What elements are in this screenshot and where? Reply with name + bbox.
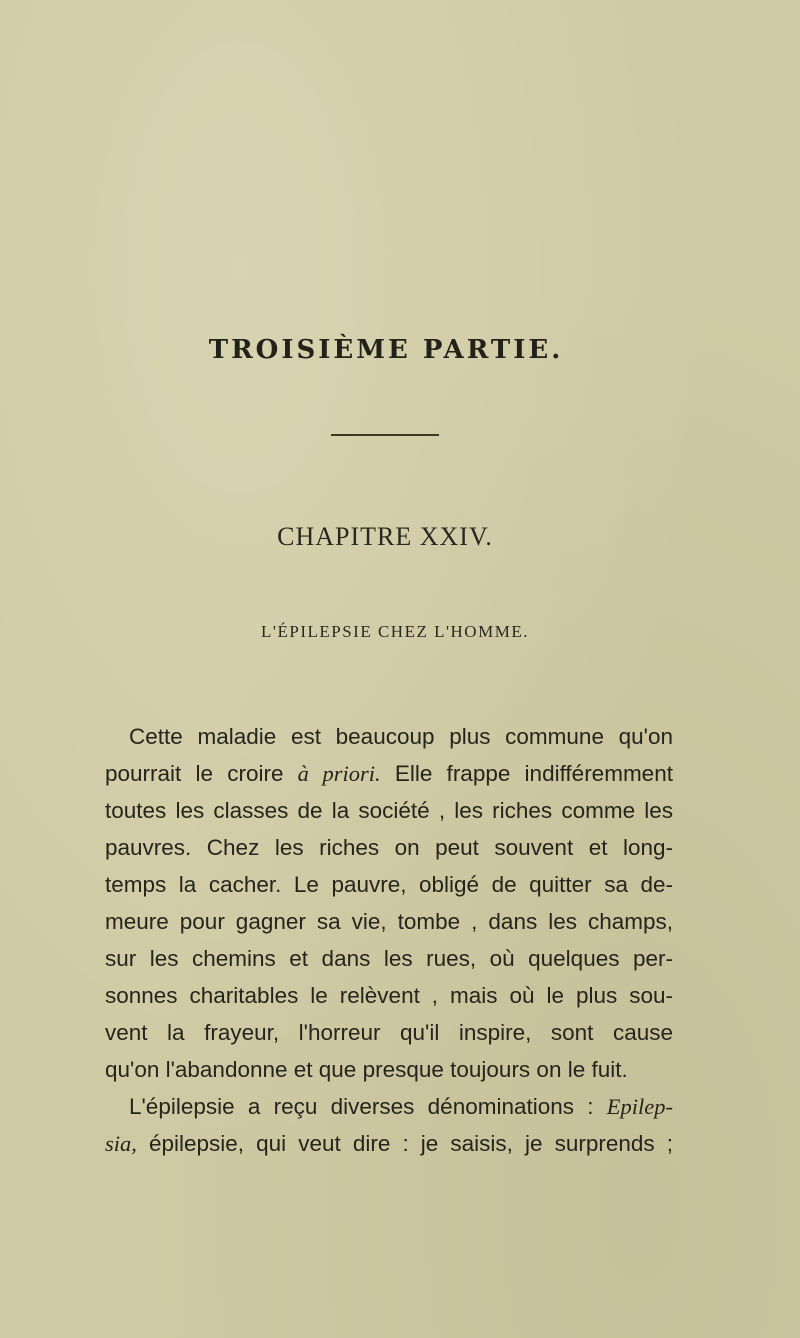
text-line: temps la cacher. Le pauvre, obligé de quitter sa de-	[105, 872, 673, 897]
text-line: qu'on l'abandonne et que presque toujours on le fuit.	[105, 1057, 628, 1082]
italic-phrase: sia,	[105, 1131, 137, 1156]
text-segment: pourrait le croire	[105, 761, 284, 786]
chapter-title: CHAPITRE XXIV.	[277, 522, 493, 551]
text-line: sonnes charitables le relèvent , mais où le plus sou-	[105, 983, 673, 1008]
text-line: Cette maladie est beaucoup plus commune qu'on	[129, 724, 673, 749]
text-line	[105, 759, 673, 796]
text-line: toutes les classes de la société , les riches comme les	[105, 798, 673, 823]
body-paragraphs	[105, 722, 673, 1166]
text-line: pauvres. Chez les riches on peut souvent et long-	[105, 835, 673, 860]
chapter-subtitle: L'ÉPILEPSIE CHEZ L'HOMME.	[261, 622, 529, 641]
italic-phrase: à priori.	[297, 761, 381, 786]
section-divider	[331, 434, 439, 436]
text-line: vent la frayeur, l'horreur qu'il inspire, sont cause	[105, 1020, 673, 1045]
italic-phrase: Epilep-	[606, 1094, 673, 1119]
text-segment: L'épilepsie a reçu diverses dénominations :	[129, 1094, 594, 1119]
text-line: meure pour gagner sa vie, tombe , dans les champs,	[105, 909, 673, 934]
text-line	[105, 1092, 673, 1129]
text-segment: Elle frappe indifféremment	[394, 761, 673, 786]
text-line	[105, 1129, 673, 1166]
text-line: sur les chemins et dans les rues, où quelques per-	[105, 946, 673, 971]
text-segment: épilepsie, qui veut dire : je saisis, je surprends ;	[148, 1131, 673, 1156]
part-title: TROISIÈME PARTIE.	[208, 335, 564, 365]
